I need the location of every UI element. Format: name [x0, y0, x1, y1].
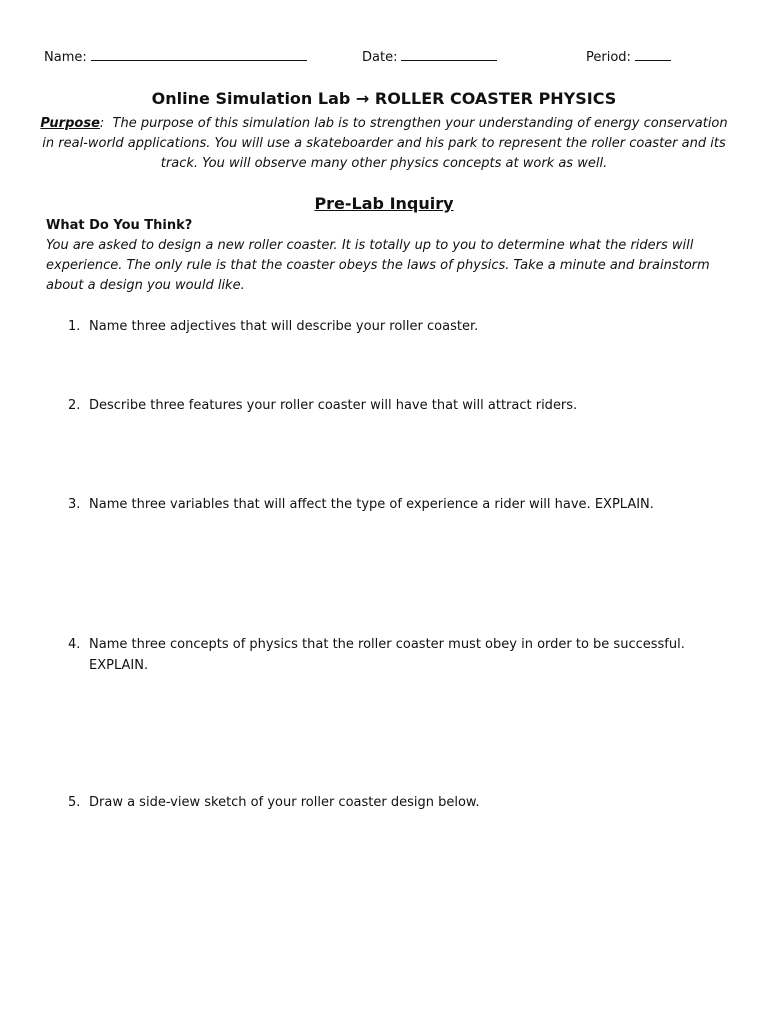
- question-text: Describe three features your roller coaster will have that will attract riders.: [89, 398, 578, 413]
- question-text: Draw a side-view sketch of your roller coaster design below.: [89, 795, 480, 810]
- question-number: 2.: [68, 398, 81, 413]
- intro-paragraph: You are asked to design a new roller coaster. It is totally up to you to determine what the riders will experience. The only rule is that the coaster obeys the laws of physics. Take a minute and brainstorm about a design you would like.: [46, 238, 710, 293]
- name-field: [44, 48, 307, 65]
- date-blank-line[interactable]: [401, 48, 497, 61]
- question-number: 3.: [68, 497, 81, 512]
- purpose-text: The purpose of this simulation lab is to strengthen your understanding of energy conservation in real-world applications. You will use a skateboarder and his park to represent the roller coaster and its track. You will observe many other physics concepts at work as well.: [42, 116, 728, 171]
- question-5: [68, 792, 708, 813]
- purpose-colon: :: [99, 116, 105, 131]
- section-heading: Pre-Lab Inquiry: [314, 194, 454, 213]
- question-number: 5.: [68, 795, 81, 810]
- purpose-paragraph: [40, 114, 728, 174]
- question-number: 4.: [68, 637, 81, 652]
- period-field: [586, 48, 671, 65]
- question-number: 1.: [68, 319, 81, 334]
- question-1: [68, 316, 708, 337]
- sub-heading: What Do You Think?: [46, 218, 193, 233]
- question-4: [68, 634, 708, 676]
- name-label: Name:: [44, 50, 87, 65]
- purpose-label: Purpose: [40, 116, 100, 131]
- date-field: [362, 48, 497, 65]
- question-text: Name three concepts of physics that the roller coaster must obey in order to be successful. EXPLAIN.: [89, 637, 685, 673]
- page-title: Online Simulation Lab → ROLLER COASTER PHYSICS: [151, 89, 617, 108]
- name-blank-line[interactable]: [91, 48, 307, 61]
- question-text: Name three variables that will affect the type of experience a rider will have. EXPLAIN.: [89, 497, 654, 512]
- question-3: [68, 494, 708, 515]
- student-info-row: [44, 48, 724, 68]
- period-label: Period:: [586, 50, 631, 65]
- date-label: Date:: [362, 50, 398, 65]
- question-text: Name three adjectives that will describe your roller coaster.: [89, 319, 479, 334]
- period-blank-line[interactable]: [635, 48, 671, 61]
- question-2: [68, 395, 708, 416]
